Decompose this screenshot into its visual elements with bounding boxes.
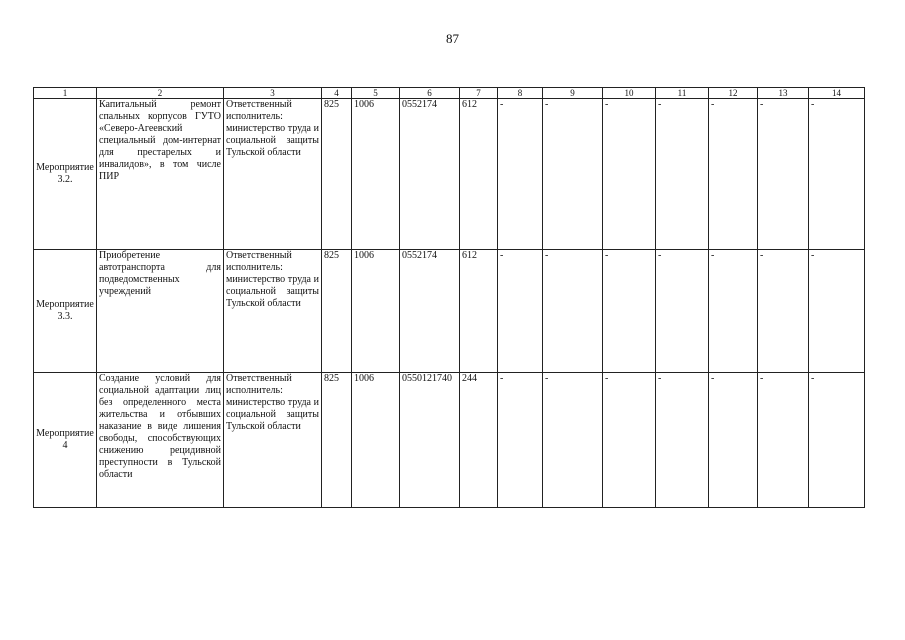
header-cell: 4 [322,88,352,99]
target-article-cell: 0550121740 [400,373,460,508]
table-row [34,250,865,373]
description-cell: Создание условий для социальной адаптации лиц без определенного места жительства и отбывших наказание в виде лишения свободы, способствующих снижению рецидивной преступности в Тульской области [97,373,224,508]
event-cell: Мероприятие 3.2. [34,99,97,250]
header-cell: 8 [498,88,543,99]
executor-cell: Ответственный исполнитель: министерство труда и социальной защиты Тульской области [224,250,322,373]
value-cell: - [603,250,656,373]
executor-cell: Ответственный исполнитель: министерство труда и социальной защиты Тульской области [224,99,322,250]
program-table [33,87,865,508]
grbs-cell: 825 [322,373,352,508]
expense-type-cell: 244 [460,373,498,508]
value-cell: - [656,99,709,250]
table-row [34,99,865,250]
grbs-cell: 825 [322,250,352,373]
header-cell: 14 [809,88,865,99]
value-cell: - [809,250,865,373]
table-row [34,373,865,508]
header-cell: 1 [34,88,97,99]
value-cell: - [758,373,809,508]
target-article-cell: 0552174 [400,250,460,373]
page-number: 87 [446,31,459,46]
value-cell: - [758,250,809,373]
value-cell: - [543,250,603,373]
value-cell: - [709,373,758,508]
section-cell: 1006 [352,99,400,250]
header-cell: 3 [224,88,322,99]
value-cell: - [498,373,543,508]
header-cell: 6 [400,88,460,99]
section-cell: 1006 [352,373,400,508]
value-cell: - [809,99,865,250]
header-cell: 10 [603,88,656,99]
header-row [34,88,865,99]
value-cell: - [758,99,809,250]
value-cell: - [709,99,758,250]
header-cell: 9 [543,88,603,99]
grbs-cell: 825 [322,99,352,250]
executor-cell: Ответственный исполнитель: министерство труда и социальной защиты Тульской области [224,373,322,508]
value-cell: - [543,373,603,508]
header-cell: 12 [709,88,758,99]
target-article-cell: 0552174 [400,99,460,250]
header-cell: 7 [460,88,498,99]
expense-type-cell: 612 [460,99,498,250]
expense-type-cell: 612 [460,250,498,373]
value-cell: - [603,373,656,508]
value-cell: - [656,373,709,508]
value-cell: - [498,250,543,373]
value-cell: - [709,250,758,373]
value-cell: - [498,99,543,250]
header-cell: 2 [97,88,224,99]
description-cell: Капитальный ремонт спальных корпусов ГУТО «Северо-Агеевский специальный дом-интернат для престарелых и инвалидов», в том числе ПИР [97,99,224,250]
section-cell: 1006 [352,250,400,373]
header-cell: 13 [758,88,809,99]
event-cell: Мероприятие 3.3. [34,250,97,373]
header-cell: 11 [656,88,709,99]
description-cell: Приобретение автотранспорта для подведомственных учреждений [97,250,224,373]
value-cell: - [656,250,709,373]
event-cell: Мероприятие 4 [34,373,97,508]
header-cell: 5 [352,88,400,99]
value-cell: - [603,99,656,250]
value-cell: - [543,99,603,250]
value-cell: - [809,373,865,508]
